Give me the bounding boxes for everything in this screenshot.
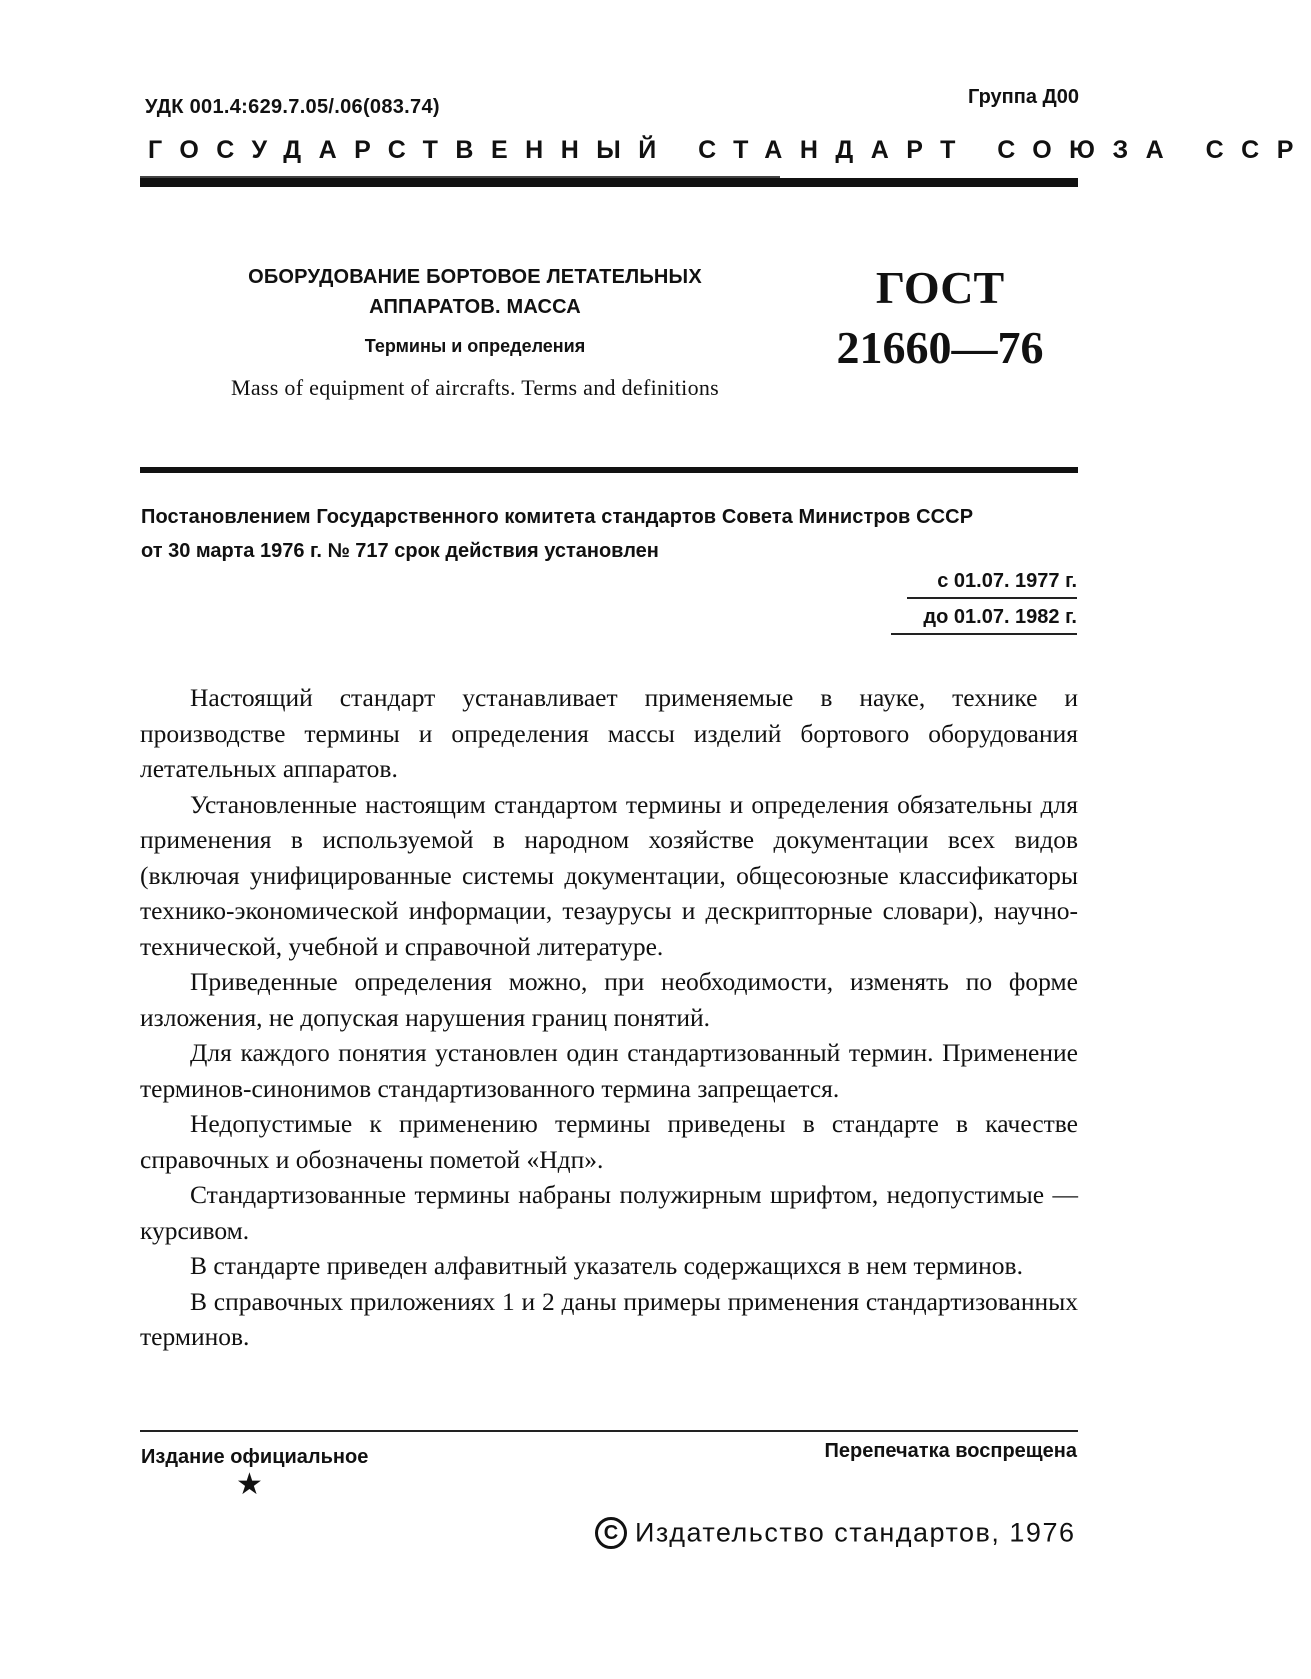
group-code: Группа Д00 — [968, 86, 1079, 108]
valid-to-date: до 01.07. 1982 г. — [891, 606, 1077, 635]
bottom-rule — [140, 1430, 1078, 1432]
middle-rule — [140, 467, 1078, 473]
document-title-english: Mass of equipment of aircrafts. Terms and definitions — [230, 375, 720, 400]
body-paragraph: Недопустимые к применению термины приведены в стандарте в качестве справочных и обозначены пометой «Ндп». — [140, 1109, 1078, 1174]
top-rule — [140, 178, 1078, 187]
body-paragraph: Приведенные определения можно, при необходимости, изменять по форме изложения, не допуская нарушения границ понятий. — [140, 967, 1078, 1032]
body-paragraph: Стандартизованные термины набраны полужирным шрифтом, недопустимые — курсивом. — [140, 1180, 1078, 1245]
body-paragraph: Настоящий стандарт устанавливает применяемые в науке, технике и производстве термины и определения массы изделий бортового оборудования летательных аппаратов. — [140, 683, 1078, 783]
valid-from-date: с 01.07. 1977 г. — [907, 570, 1077, 599]
publisher-name: Издательство стандартов, 1976 — [635, 1517, 1076, 1548]
gost-number: 21660—76 — [836, 322, 1044, 373]
document-subtitle: Термины и определения — [364, 336, 586, 356]
body-paragraph: В справочных приложениях 1 и 2 даны примеры применения стандартизованных терминов. — [140, 1286, 1078, 1351]
body-paragraph: В стандарте приведен алфавитный указатель содержащихся в нем терминов. — [190, 1251, 1023, 1280]
udk-code: УДК 001.4:629.7.05/.06(083.74) — [145, 96, 440, 118]
document-title: ОБОРУДОВАНИЕ БОРТОВОЕ ЛЕТАТЕЛЬНЫХ АППАРАТОВ. МАССА — [248, 266, 702, 318]
gost-label: ГОСТ — [875, 262, 1005, 313]
publisher-block — [595, 1517, 1075, 1549]
copyright-icon: С — [595, 1517, 627, 1549]
state-standard-heading: ГОСУДАРСТВЕННЫЙ СТАНДАРТ СОЮЗА ССР — [148, 136, 1311, 164]
decree-line-2: от 30 марта 1976 г. № 717 срок действия установлен — [141, 540, 659, 562]
reprint-note: Перепечатка воспрещена — [824, 1440, 1077, 1462]
body-paragraph: Для каждого понятия установлен один стандартизованный термин. Применение терминов-синонимов стандартизованного термина запрещается. — [140, 1038, 1078, 1103]
body-text — [140, 680, 1078, 1355]
edition-note: Издание официальное — [141, 1446, 369, 1468]
decree-line-1: Постановлением Государственного комитета стандартов Совета Министров СССР — [141, 506, 974, 528]
star-icon: ★ — [236, 1467, 263, 1502]
body-paragraph: Установленные настоящим стандартом термины и определения обязательны для применения в используемой в народном хозяйстве документации всех видов (включая унифицированные системы документации, общесоюзные классификаторы технико-экономической информации, тезаурусы и дескрипторные словари), научно-технической, учебной и справочной литературе. — [140, 789, 1078, 961]
